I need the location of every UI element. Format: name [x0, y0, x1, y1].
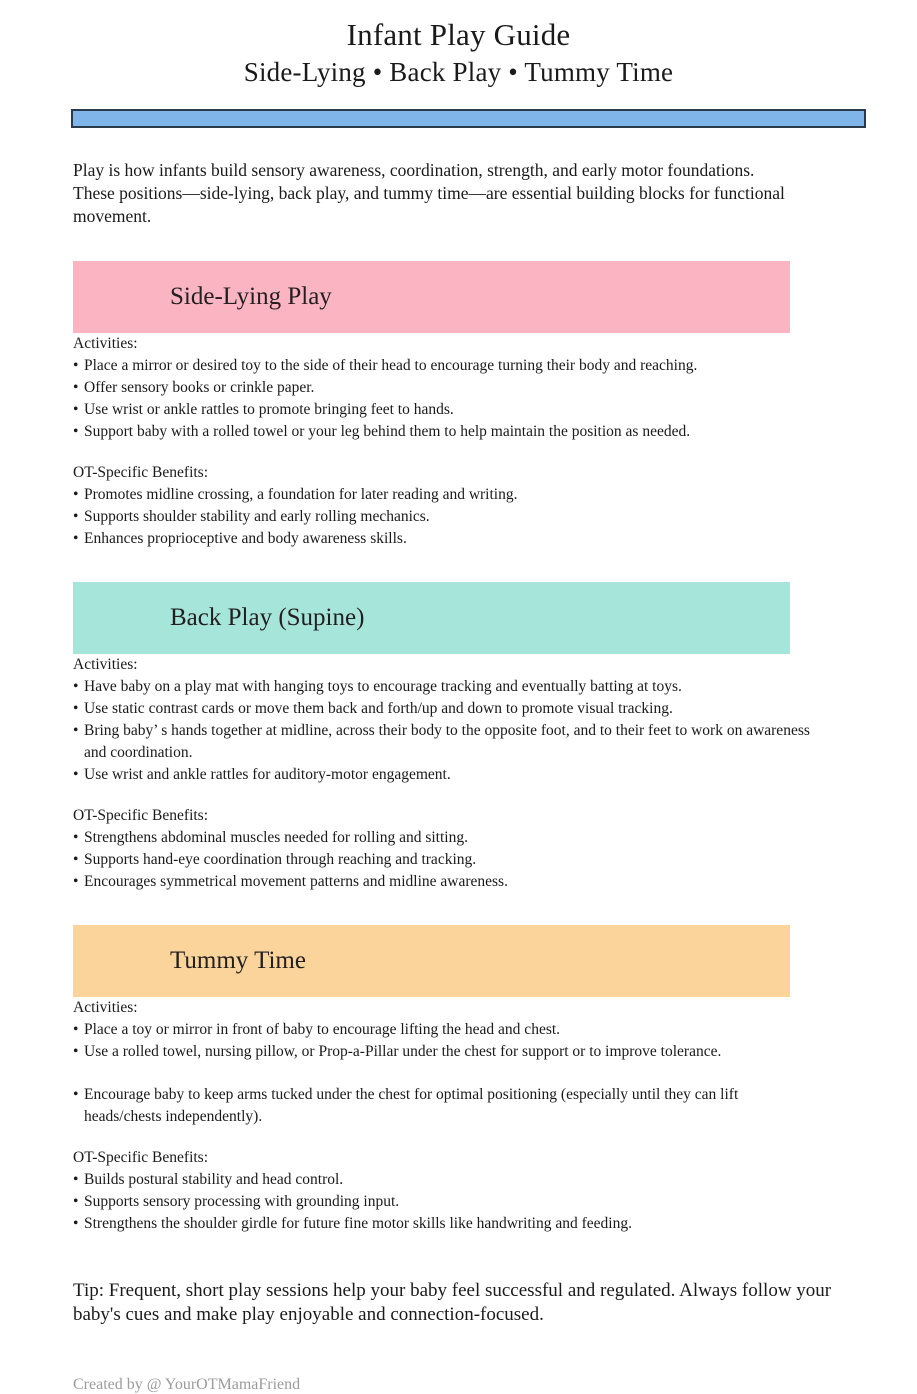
- benefits-group: [73, 462, 812, 550]
- benefits-list: [73, 1169, 812, 1235]
- list-item: • Supports sensory processing with grounding input.: [73, 1191, 812, 1213]
- list-item: • Strengthens the shoulder girdle for future fine motor skills like handwriting and feeding.: [73, 1213, 812, 1235]
- benefits-label: OT-Specific Benefits:: [73, 806, 209, 824]
- activities-label: Activities:: [73, 655, 138, 673]
- footer-credit: Created by @ YourOTMamaFriend: [73, 1376, 301, 1394]
- page-title: Infant Play Guide: [346, 17, 571, 52]
- blue-divider-bar: [71, 109, 866, 128]
- list-item: • Have baby on a play mat with hanging toys to encourage tracking and eventually batting at toys.: [73, 676, 812, 698]
- section-tummy-time: [0, 925, 917, 1235]
- section-banner-back-play: [73, 582, 790, 654]
- benefits-label: OT-Specific Benefits:: [73, 1148, 209, 1166]
- section-title: Side-Lying Play: [170, 283, 332, 311]
- list-item: • Support baby with a rolled towel or your leg behind them to help maintain the position as needed.: [73, 421, 812, 443]
- list-item: • Offer sensory books or crinkle paper.: [73, 377, 812, 399]
- section-back-play: [0, 582, 917, 893]
- benefits-list: [73, 484, 812, 550]
- list-item: • Use wrist or ankle rattles to promote bringing feet to hands.: [73, 399, 812, 421]
- list-item: • Use a rolled towel, nursing pillow, or Prop-a-Pillar under the chest for support or to improve tolerance.: [73, 1041, 812, 1063]
- section-title: Back Play (Supine): [170, 604, 365, 632]
- list-item: • Place a mirror or desired toy to the side of their head to encourage turning their body and reaching.: [73, 355, 812, 377]
- list-item: • Strengthens abdominal muscles needed for rolling and sitting.: [73, 827, 812, 849]
- activities-list: [73, 676, 812, 786]
- benefits-group: [73, 1147, 812, 1235]
- divider-wrap: [0, 109, 917, 128]
- list-item: • Encourages symmetrical movement patterns and midline awareness.: [73, 871, 812, 893]
- section-banner-side-lying: [73, 261, 790, 333]
- section-body: [0, 654, 917, 893]
- tip-paragraph: Tip: Frequent, short play sessions help your baby feel successful and regulated. Always follow your baby's cues and make play enjoyable and connection-focused.: [73, 1279, 832, 1326]
- list-item: • Builds postural stability and head control.: [73, 1169, 812, 1191]
- section-banner-tummy-time: [73, 925, 790, 997]
- list-item: • Encourage baby to keep arms tucked under the chest for optimal positioning (especially until they can lift heads/chests independently).: [73, 1084, 812, 1128]
- title-block: [0, 0, 917, 87]
- list-item: • Place a toy or mirror in front of baby to encourage lifting the head and chest.: [73, 1019, 812, 1041]
- list-item: • Enhances proprioceptive and body awareness skills.: [73, 528, 812, 550]
- activities-list: [73, 355, 812, 443]
- list-item: • Use wrist and ankle rattles for auditory-motor engagement.: [73, 764, 812, 786]
- activities-label: Activities:: [73, 334, 138, 352]
- intro-paragraph: Play is how infants build sensory awareness, coordination, strength, and early motor foundations. These positions—side-lying, back play, and tummy time—are essential building blocks for functional movement.: [73, 159, 785, 227]
- list-item: • Use static contrast cards or move them back and forth/up and down to promote visual tracking.: [73, 698, 812, 720]
- benefits-list: [73, 827, 812, 893]
- section-body: [0, 333, 917, 550]
- page-subtitle: Side-Lying • Back Play • Tummy Time: [243, 56, 674, 87]
- section-title: Tummy Time: [170, 947, 306, 975]
- list-item: • Supports shoulder stability and early rolling mechanics.: [73, 506, 812, 528]
- list-item: • Supports hand-eye coordination through reaching and tracking.: [73, 849, 812, 871]
- list-item: • Bring baby’ s hands together at midline, across their body to the opposite foot, and to their feet to work on awareness and coordination.: [73, 720, 812, 764]
- section-side-lying: [0, 261, 917, 550]
- benefits-group: [73, 805, 812, 893]
- activities-list: [73, 1019, 812, 1128]
- list-item: • Promotes midline crossing, a foundation for later reading and writing.: [73, 484, 812, 506]
- benefits-label: OT-Specific Benefits:: [73, 463, 209, 481]
- activities-label: Activities:: [73, 998, 138, 1016]
- section-body: [0, 997, 917, 1235]
